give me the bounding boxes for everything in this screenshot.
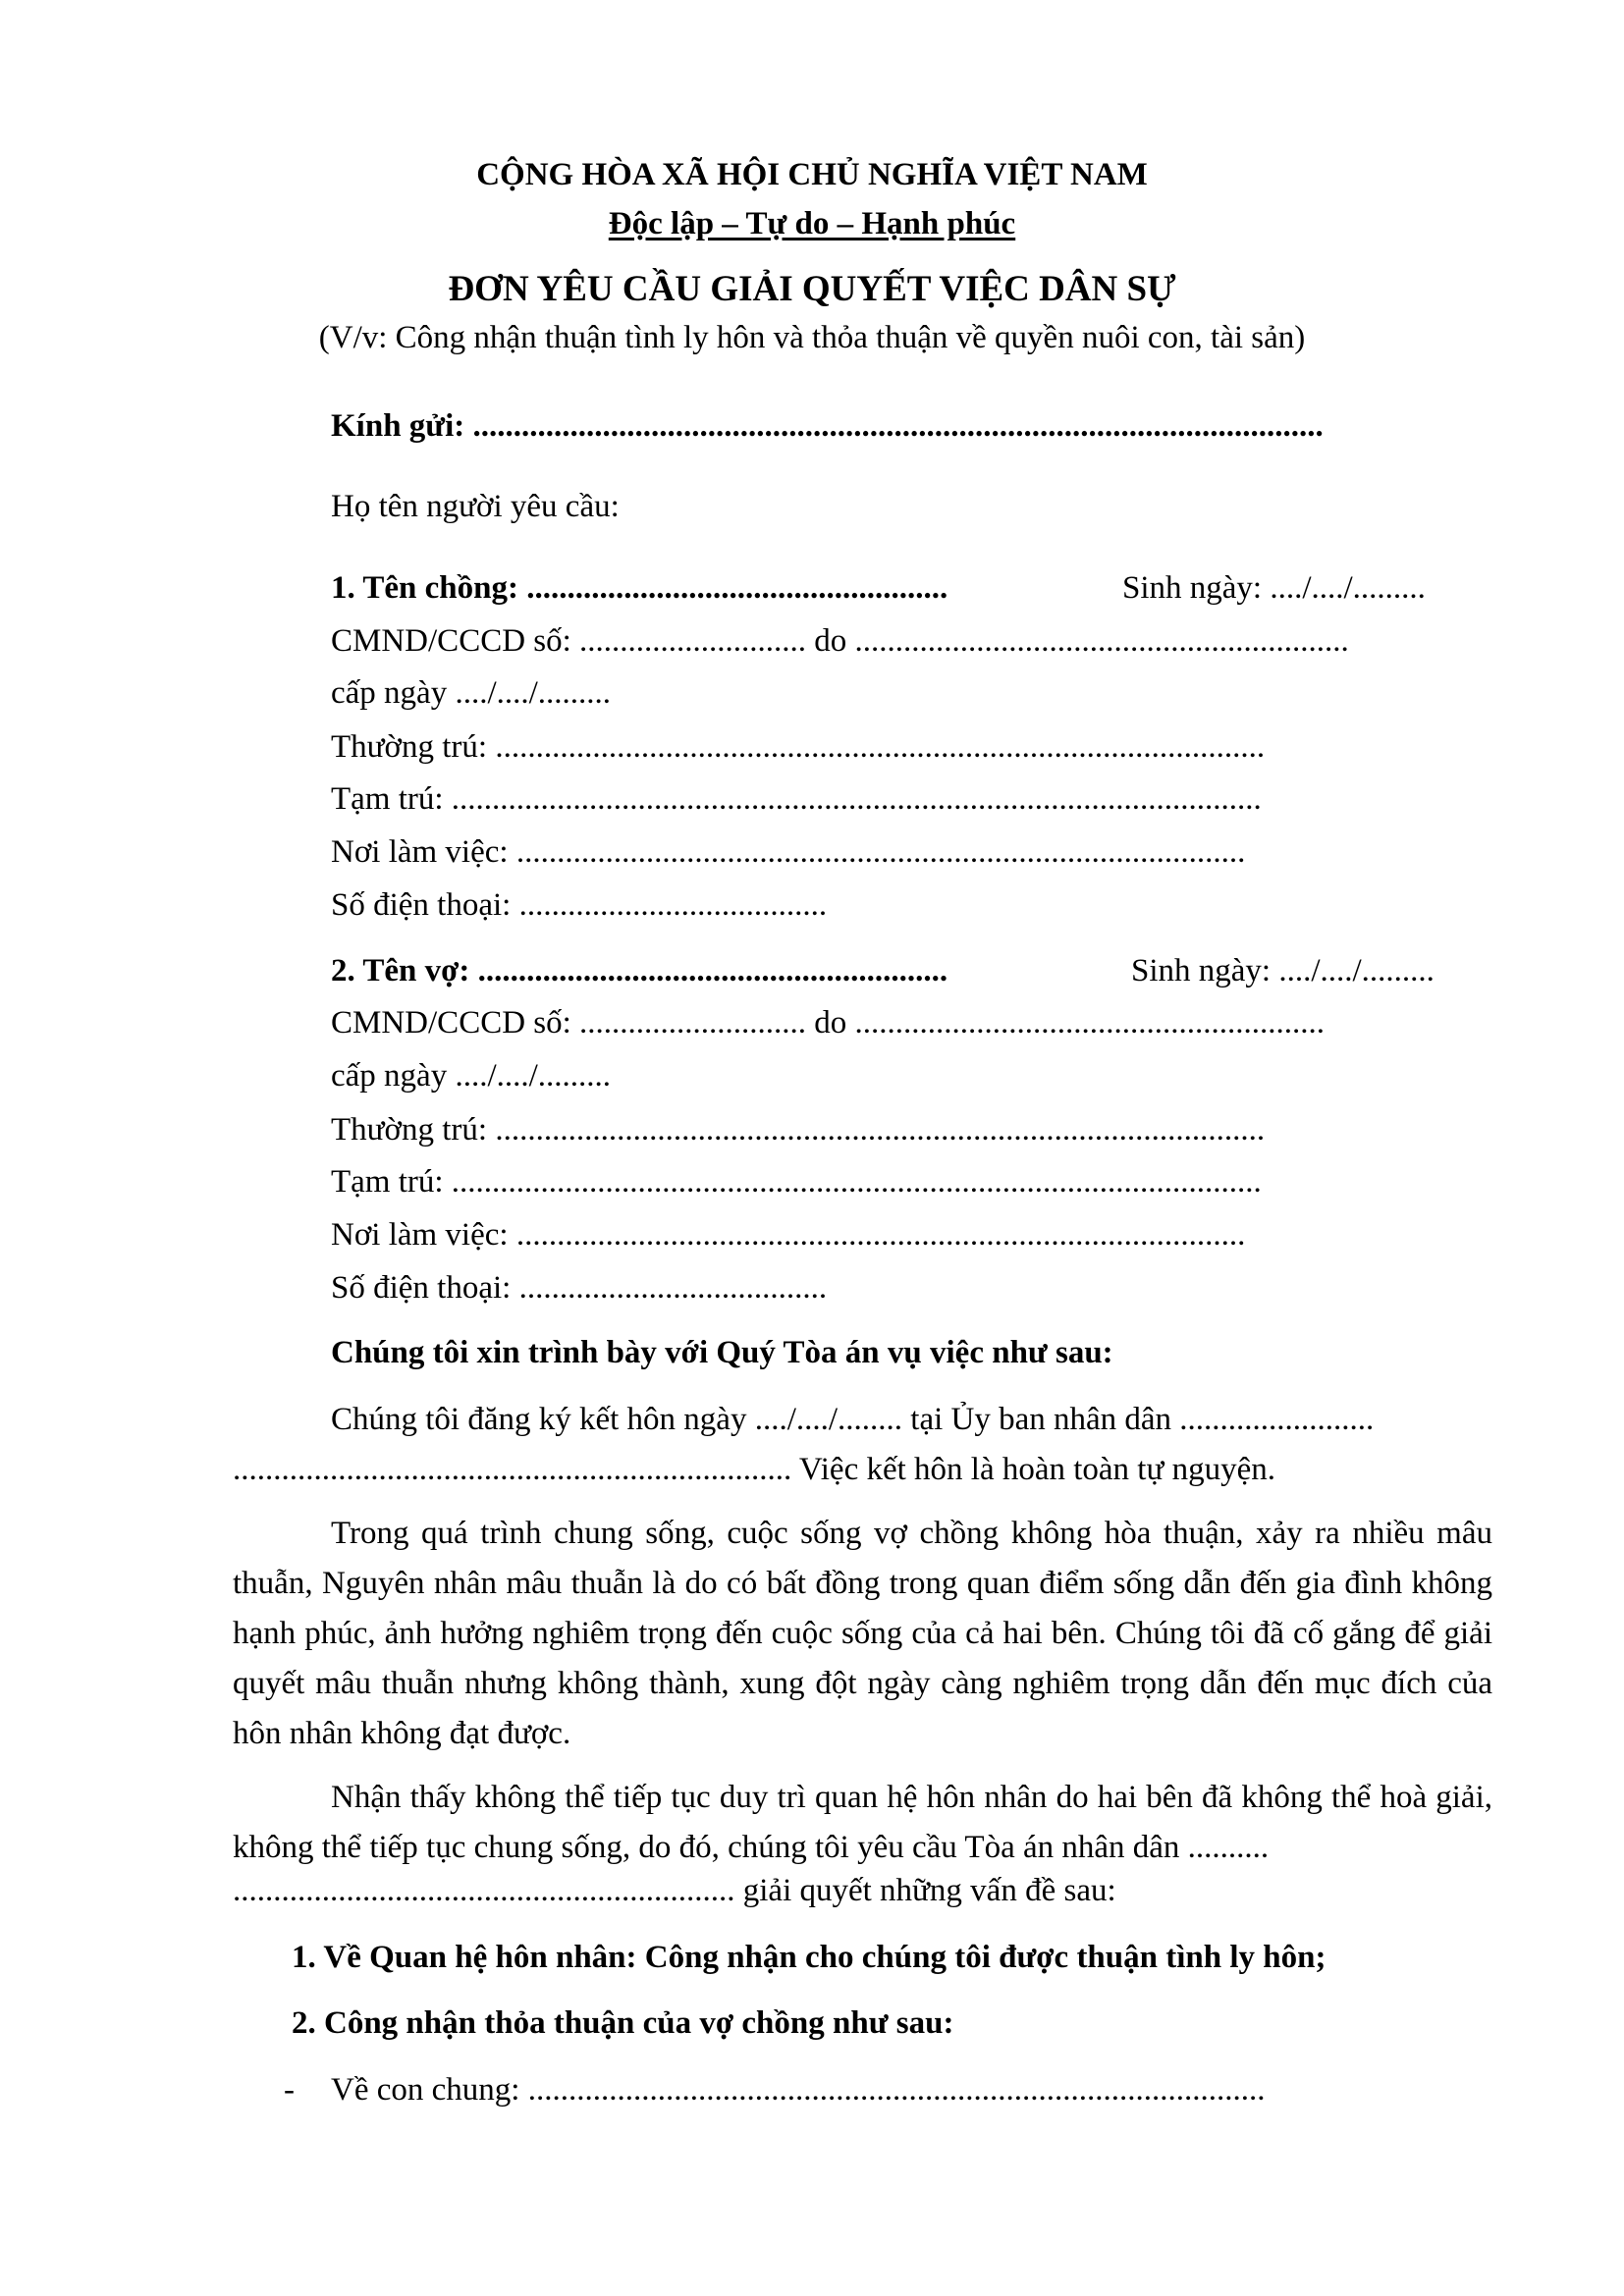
marriage-line-2: ..................................................................... Việc kết hôn là hoàn toàn tự nguyện. — [233, 1452, 1276, 1487]
document-subtitle: (V/v: Công nhận thuận tình ly hôn và thỏa thuận về quyền nuôi con, tài sản) — [318, 320, 1306, 355]
request-tail: .............................................................. giải quyết những vấn đề sau: — [233, 1873, 1116, 1908]
wife-dob: Sinh ngày: ..../..../......... — [1131, 953, 1435, 988]
common-children-line: Về con chung: ........................................................................................... — [331, 2072, 1266, 2108]
document-title: ĐƠN YÊU CẦU GIẢI QUYẾT VIỆC DÂN SỰ — [448, 269, 1176, 309]
statement-heading: Chúng tôi xin trình bày với Quý Tòa án vụ việc như sau: — [331, 1335, 1113, 1370]
wife-phone: Số điện thoại: ...................................... — [331, 1270, 828, 1306]
husband-phone: Số điện thoại: ...................................... — [331, 887, 828, 923]
husband-temporary-address: Tạm trú: .................................................................................................... — [331, 781, 1262, 817]
request-paragraph — [233, 1773, 1492, 1873]
wife-workplace: Nơi làm việc: .......................................................................................... — [331, 1217, 1246, 1253]
wife-temporary-address: Tạm trú: .................................................................................................... — [331, 1164, 1262, 1200]
husband-id: CMND/CCCD số: ............................ do ............................................................. — [331, 623, 1349, 659]
wife-permanent-address: Thường trú: ............................................................................................... — [331, 1112, 1266, 1148]
country-name: CỘNG HÒA XÃ HỘI CHỦ NGHĨA VIỆT NAM — [476, 157, 1148, 192]
conflict-text: Trong quá trình chung sống, cuộc sống vợ chồng không hòa thuận, xảy ra nhiều mâu thuẫn, Nguyên nhân mâu thuẫn là do có bất đồng trong quan điểm sống dẫn đến gia đình không hạnh phúc, ảnh hưởng nghiêm trọng đến cuộc sống của cả hai bên. Chúng tôi đã cố gắng để giải quyết mâu thuẫn nhưng không thành, xung đột ngày càng nghiêm trọng dẫn đến mục đích của hôn nhân không đạt được. — [233, 1516, 1492, 1751]
wife-issue-date: cấp ngày ..../..../......... — [331, 1058, 612, 1094]
item-spouse-agreement: 2. Công nhận thỏa thuận của vợ chồng như sau: — [292, 2005, 954, 2041]
bullet-dash: - — [284, 2072, 295, 2108]
husband-dob: Sinh ngày: ..../..../......... — [1122, 570, 1426, 606]
requester-label: Họ tên người yêu cầu: — [331, 489, 620, 524]
marriage-line-1: Chúng tôi đăng ký kết hôn ngày ..../..../........ tại Ủy ban nhân dân ........................ — [331, 1402, 1375, 1437]
motto — [0, 208, 1624, 240]
motto-text: Độc lập – Tự do – Hạnh phúc — [608, 206, 1016, 241]
husband-name: 1. Tên chồng: .................................................... — [331, 570, 948, 606]
husband-permanent-address: Thường trú: ............................................................................................... — [331, 729, 1266, 765]
recipient-line: Kính gửi: ......................................................................................................... — [331, 408, 1324, 444]
item-marriage-relationship: 1. Về Quan hệ hôn nhân: Công nhận cho chúng tôi được thuận tình ly hôn; — [292, 1940, 1326, 1975]
wife-name: 2. Tên vợ: .......................................................... — [331, 953, 948, 988]
wife-id: CMND/CCCD số: ............................ do .......................................................... — [331, 1005, 1326, 1041]
husband-workplace: Nơi làm việc: .......................................................................................... — [331, 834, 1246, 870]
request-text: Nhận thấy không thể tiếp tục duy trì quan hệ hôn nhân do hai bên đã không thể hoà giải, không thể tiếp tục chung sống, do đó, chúng tôi yêu cầu Tòa án nhân dân .......... — [233, 1780, 1492, 1865]
husband-issue-date: cấp ngày ..../..../......... — [331, 675, 612, 711]
conflict-paragraph — [233, 1509, 1492, 1759]
